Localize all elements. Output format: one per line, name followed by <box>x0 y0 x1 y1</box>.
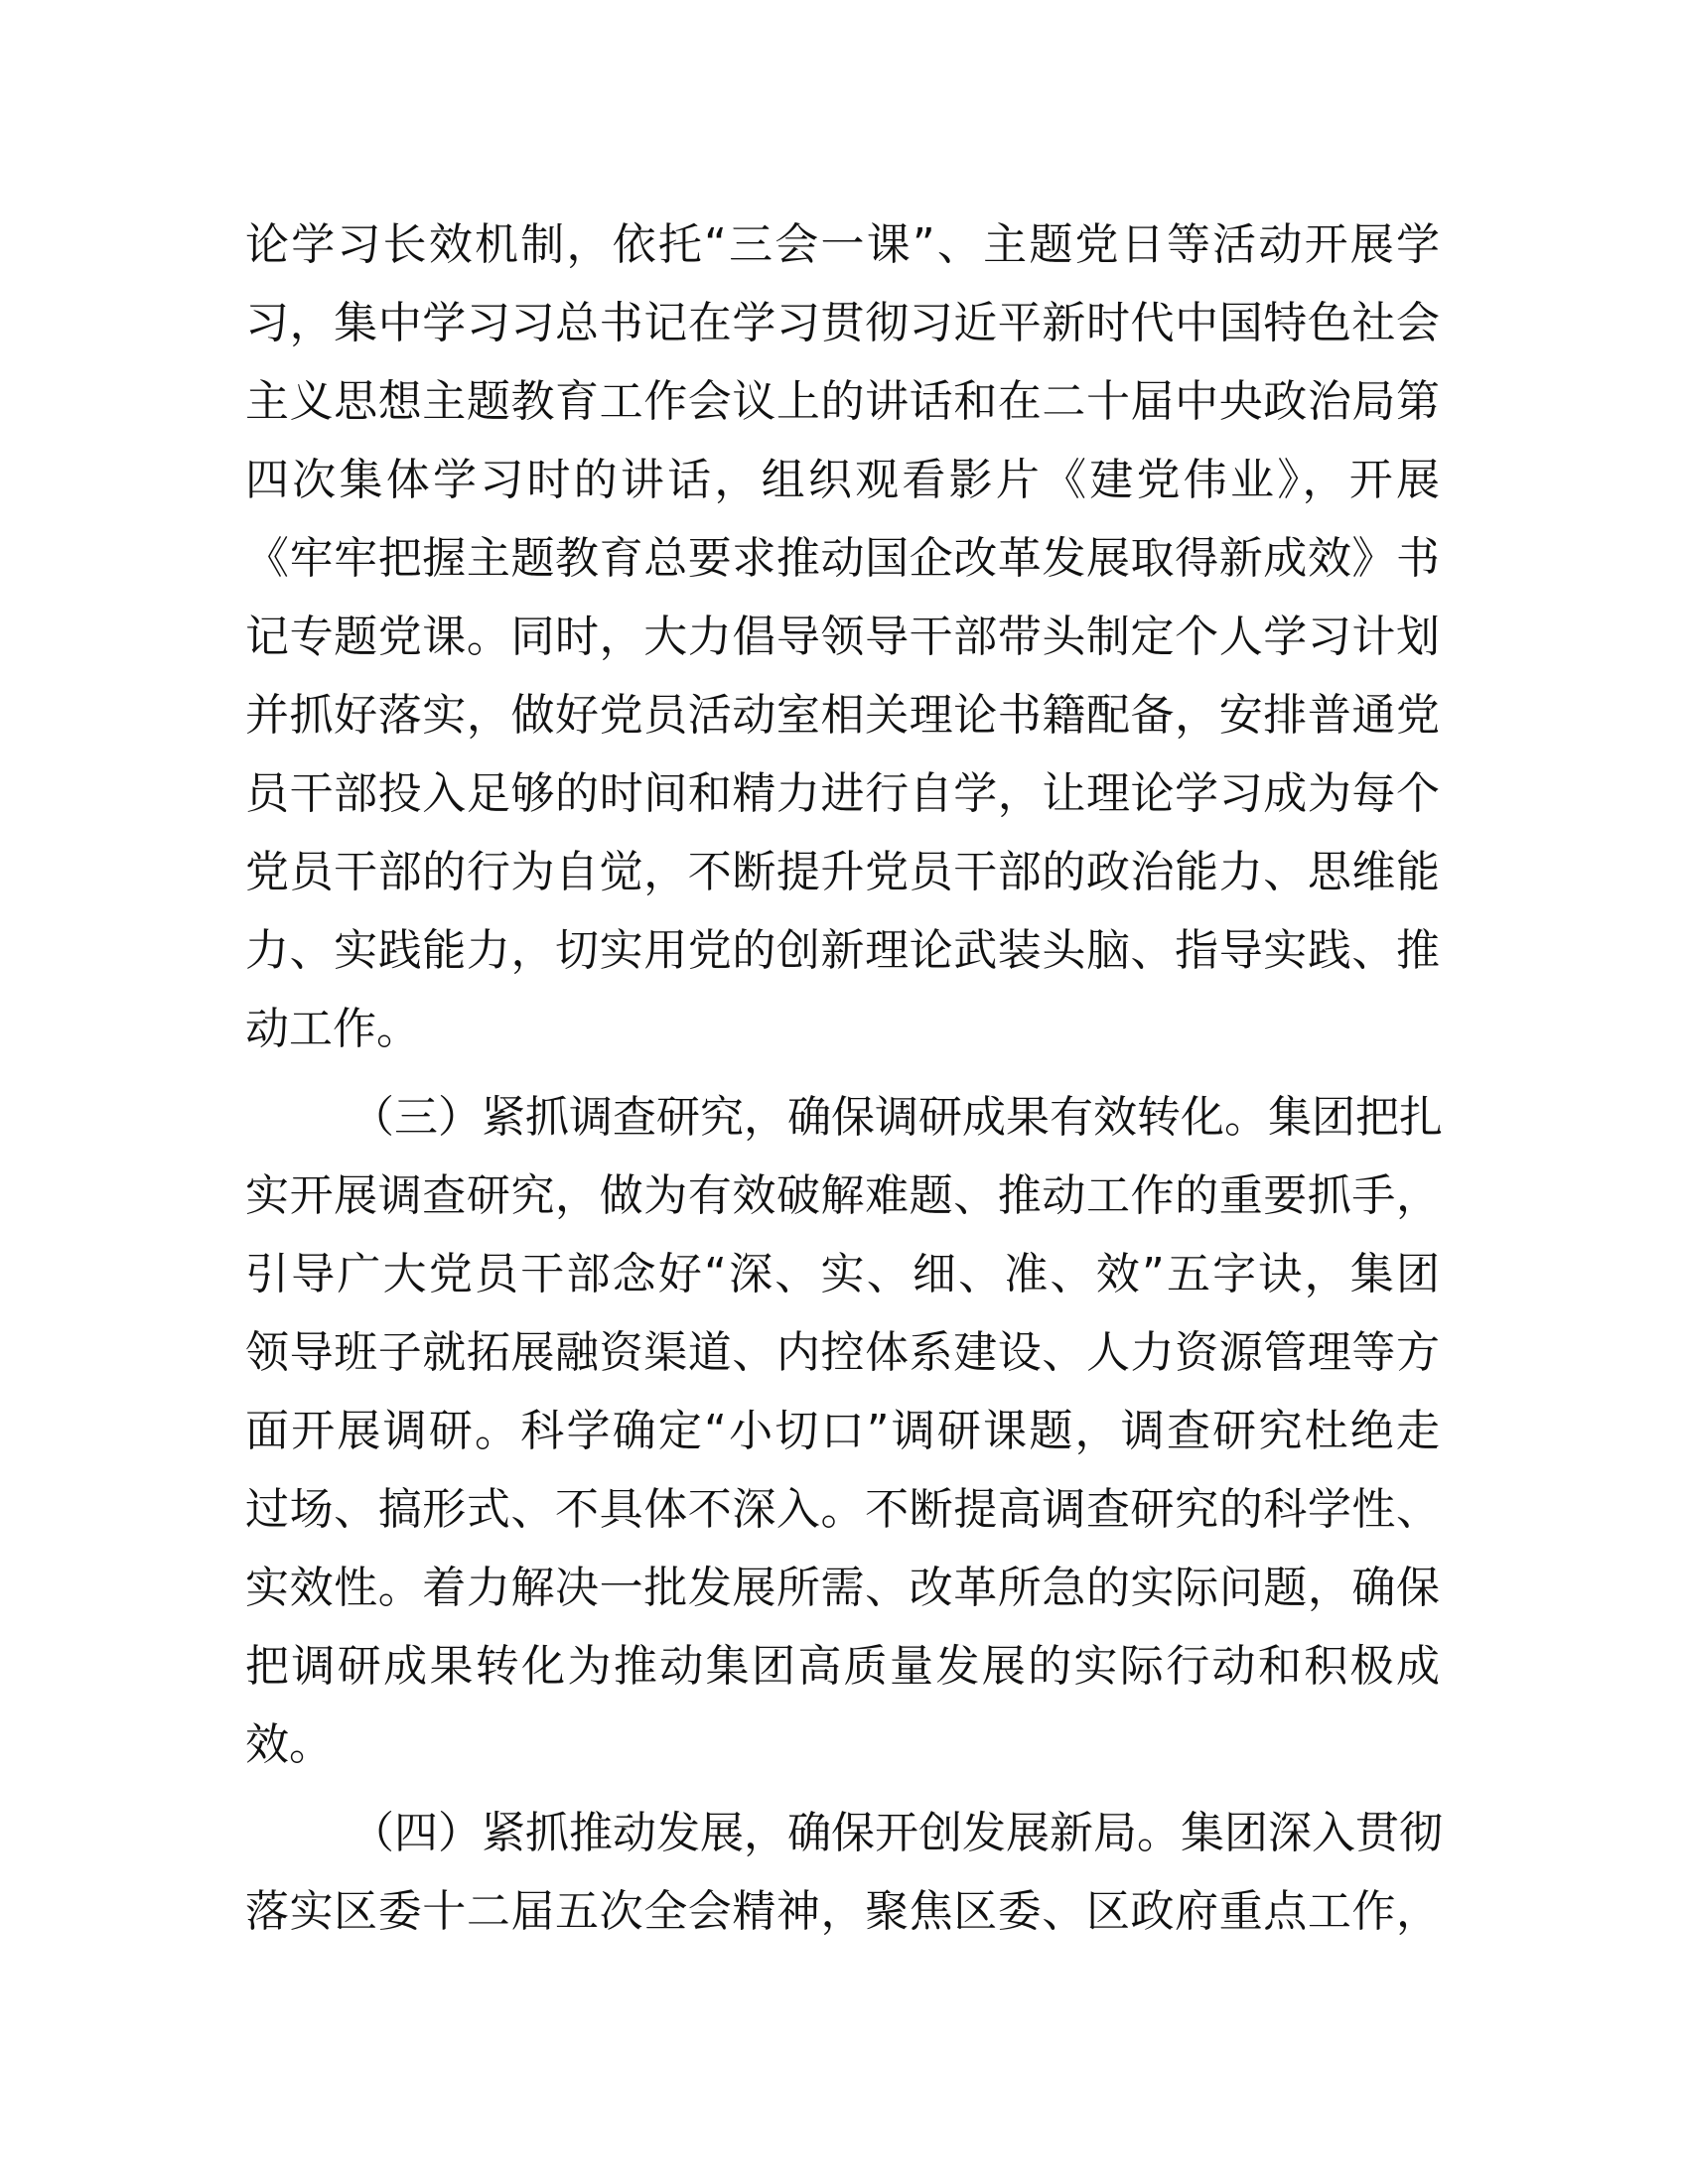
paragraph-1-line-2: 习，集中学习习总书记在学习贯彻习近平新时代中国特色社会 <box>245 298 1440 348</box>
paragraph-1-line-8: 员干部投入足够的时间和精力进行自学，让理论学习成为每个 <box>245 768 1440 819</box>
paragraph-1-line-4: 四次集体学习时的讲话，组织观看影片《建党伟业》，开展 <box>245 455 1440 505</box>
paragraph-2-line-2: 实开展调查研究，做为有效破解难题、推动工作的重要抓手， <box>245 1170 1440 1221</box>
paragraph-2-line-9: 效。 <box>245 1719 333 1770</box>
paragraph-1-line-3: 主义思想主题教育工作会议上的讲话和在二十届中央政治局第 <box>245 376 1440 427</box>
paragraph-2-line-7: 实效性。着力解决一批发展所需、改革所急的实际问题，确保 <box>245 1563 1440 1613</box>
paragraph-1-line-5: 《牢牢把握主题教育总要求推动国企改革发展取得新成效》书 <box>245 533 1440 584</box>
section-4-heading-line: （四）紧抓推动发展，确保开创发展新局。集团深入贯彻 <box>351 1808 1443 1858</box>
paragraph-1-line-1: 论学习长效机制，依托“三会一课”、主题党日等活动开展学 <box>245 219 1440 270</box>
paragraph-2-line-6: 过场、搞形式、不具体不深入。不断提高调查研究的科学性、 <box>245 1484 1440 1535</box>
paragraph-1-line-11: 动工作。 <box>245 1004 420 1054</box>
paragraph-1-line-7: 并抓好落实，做好党员活动室相关理论书籍配备，安排普通党 <box>245 690 1440 741</box>
paragraph-1-line-6: 记专题党课。同时，大力倡导领导干部带头制定个人学习计划 <box>245 612 1440 662</box>
paragraph-3-line-2: 落实区委十二届五次全会精神，聚焦区委、区政府重点工作， <box>245 1886 1440 1937</box>
paragraph-2-line-8: 把调研成果转化为推动集团高质量发展的实际行动和积极成 <box>245 1641 1440 1692</box>
paragraph-1-line-9: 党员干部的行为自觉，不断提升党员干部的政治能力、思维能 <box>245 847 1440 897</box>
section-3-heading-line: （三）紧抓调查研究，确保调研成果有效转化。集团把扎 <box>351 1092 1443 1143</box>
paragraph-2-line-5: 面开展调研。科学确定“小切口”调研课题，调查研究杜绝走 <box>245 1406 1440 1456</box>
paragraph-1-line-10: 力、实践能力，切实用党的创新理论武装头脑、指导实践、推 <box>245 925 1440 976</box>
paragraph-2-line-4: 领导班子就拓展融资渠道、内控体系建设、人力资源管理等方 <box>245 1327 1440 1378</box>
paragraph-2-line-3: 引导广大党员干部念好“深、实、细、准、效”五字诀，集团 <box>245 1249 1440 1299</box>
